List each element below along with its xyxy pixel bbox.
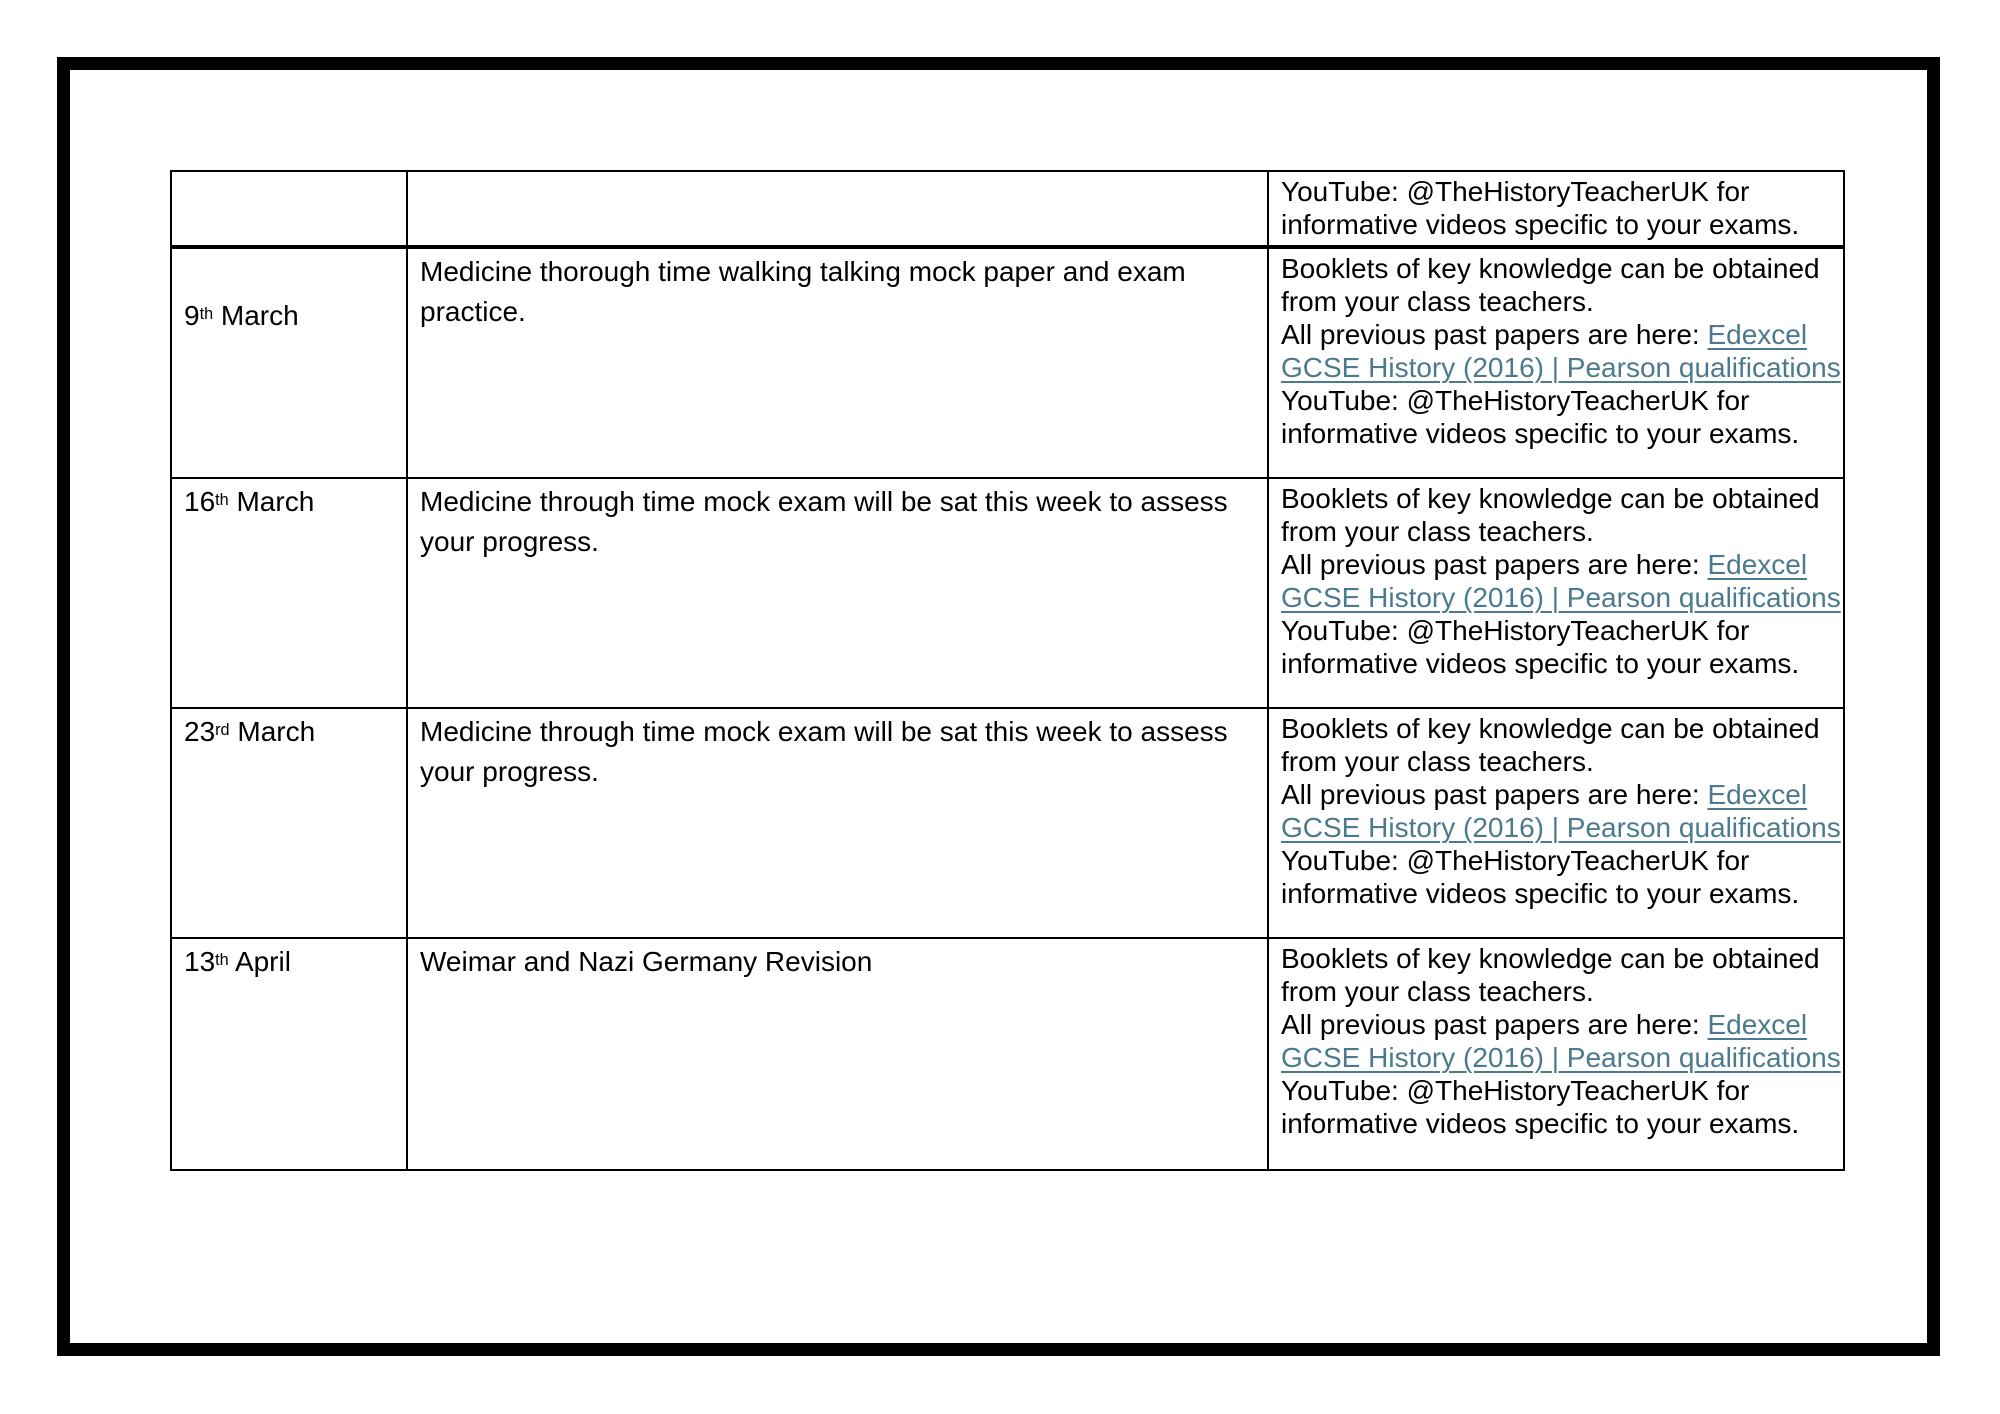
date-cell bbox=[171, 478, 407, 708]
edexcel-link[interactable]: Edexcel bbox=[1707, 779, 1808, 810]
revision-schedule-table bbox=[170, 170, 1845, 1171]
resource-line bbox=[1281, 548, 1837, 581]
resource-line: informative videos specific to your exams. bbox=[1281, 1108, 1800, 1139]
date-cell bbox=[171, 247, 407, 478]
date-suffix-superscript: th bbox=[215, 951, 229, 969]
date-text bbox=[184, 482, 400, 520]
resource-line bbox=[1281, 351, 1841, 384]
date-text bbox=[184, 942, 400, 980]
date-day: 13 bbox=[184, 946, 216, 978]
activity-cell bbox=[407, 708, 1268, 938]
resource-line: YouTube: @TheHistoryTeacherUK for bbox=[1281, 385, 1750, 416]
table-row bbox=[171, 938, 1844, 1170]
activity-line: your progress. bbox=[420, 526, 599, 557]
resource-line: Booklets of key knowledge can be obtained bbox=[1281, 943, 1820, 974]
resource-line bbox=[1281, 581, 1841, 614]
resource-line-text: All previous past papers are here: bbox=[1281, 319, 1708, 350]
activity-line: your progress. bbox=[420, 756, 599, 787]
date-day: 9 bbox=[184, 300, 200, 332]
edexcel-link[interactable]: Edexcel bbox=[1707, 549, 1808, 580]
date-day: 16 bbox=[184, 486, 216, 518]
date-cell bbox=[171, 171, 407, 247]
table-row bbox=[171, 708, 1844, 938]
resources-cell bbox=[1268, 708, 1844, 938]
edexcel-link[interactable]: GCSE History (2016) | Pearson qualifications bbox=[1281, 1042, 1841, 1073]
activity-line: practice. bbox=[420, 296, 526, 327]
resource-line: informative videos specific to your exams. bbox=[1281, 209, 1800, 240]
activity-line: Medicine through time mock exam will be sat this week to assess bbox=[420, 716, 1228, 747]
resources-cell bbox=[1268, 478, 1844, 708]
resource-line bbox=[1281, 778, 1837, 811]
resource-line bbox=[1281, 1008, 1837, 1041]
resource-line: YouTube: @TheHistoryTeacherUK for bbox=[1281, 845, 1750, 876]
activity-line: Medicine thorough time walking talking mock paper and exam bbox=[420, 256, 1186, 287]
edexcel-link[interactable]: GCSE History (2016) | Pearson qualifications bbox=[1281, 582, 1841, 613]
date-suffix-superscript: th bbox=[199, 305, 214, 323]
resource-line-text: All previous past papers are here: bbox=[1281, 549, 1708, 580]
resources-cell bbox=[1268, 247, 1844, 478]
resource-line-text: All previous past papers are here: bbox=[1281, 779, 1708, 810]
resource-line: from your class teachers. bbox=[1281, 746, 1594, 777]
resource-line bbox=[1281, 318, 1837, 351]
resource-line: Booklets of key knowledge can be obtained bbox=[1281, 483, 1820, 514]
table-row bbox=[171, 478, 1844, 708]
date-suffix-superscript: th bbox=[215, 491, 229, 509]
resource-line: informative videos specific to your exams. bbox=[1281, 648, 1800, 679]
date-cell bbox=[171, 708, 407, 938]
date-month: March bbox=[228, 486, 315, 518]
edexcel-link[interactable]: GCSE History (2016) | Pearson qualifications bbox=[1281, 352, 1841, 383]
resource-line bbox=[1281, 1041, 1841, 1074]
resource-line: from your class teachers. bbox=[1281, 286, 1594, 317]
table-row bbox=[171, 171, 1844, 247]
date-text bbox=[184, 712, 400, 750]
date-day: 23 bbox=[184, 716, 216, 748]
activity-line: Weimar and Nazi Germany Revision bbox=[420, 946, 873, 977]
activity-cell bbox=[407, 171, 1268, 247]
date-month: March bbox=[229, 716, 316, 748]
edexcel-link[interactable]: Edexcel bbox=[1707, 319, 1808, 350]
activity-cell bbox=[407, 478, 1268, 708]
resources-cell bbox=[1268, 938, 1844, 1170]
resource-line bbox=[1281, 811, 1841, 844]
date-suffix-superscript: rd bbox=[215, 721, 230, 739]
date-month: March bbox=[213, 300, 299, 332]
resource-line: Booklets of key knowledge can be obtained bbox=[1281, 713, 1820, 744]
resource-line: informative videos specific to your exams. bbox=[1281, 418, 1800, 449]
resource-line: from your class teachers. bbox=[1281, 976, 1594, 1007]
activity-line: Medicine through time mock exam will be sat this week to assess bbox=[420, 486, 1228, 517]
resource-line: YouTube: @TheHistoryTeacherUK for bbox=[1281, 176, 1750, 207]
edexcel-link[interactable]: GCSE History (2016) | Pearson qualifications bbox=[1281, 812, 1841, 843]
activity-cell bbox=[407, 247, 1268, 478]
activity-cell bbox=[407, 938, 1268, 1170]
resource-line: from your class teachers. bbox=[1281, 516, 1594, 547]
resource-line: Booklets of key knowledge can be obtained bbox=[1281, 253, 1820, 284]
resource-line: informative videos specific to your exams. bbox=[1281, 878, 1800, 909]
edexcel-link[interactable]: Edexcel bbox=[1707, 1009, 1808, 1040]
date-text bbox=[184, 296, 400, 334]
resources-cell bbox=[1268, 171, 1844, 247]
resource-line: YouTube: @TheHistoryTeacherUK for bbox=[1281, 1075, 1750, 1106]
date-cell bbox=[171, 938, 407, 1170]
resource-line-text: All previous past papers are here: bbox=[1281, 1009, 1708, 1040]
date-month: April bbox=[228, 946, 291, 978]
table-row bbox=[171, 247, 1844, 478]
resource-line: YouTube: @TheHistoryTeacherUK for bbox=[1281, 615, 1750, 646]
